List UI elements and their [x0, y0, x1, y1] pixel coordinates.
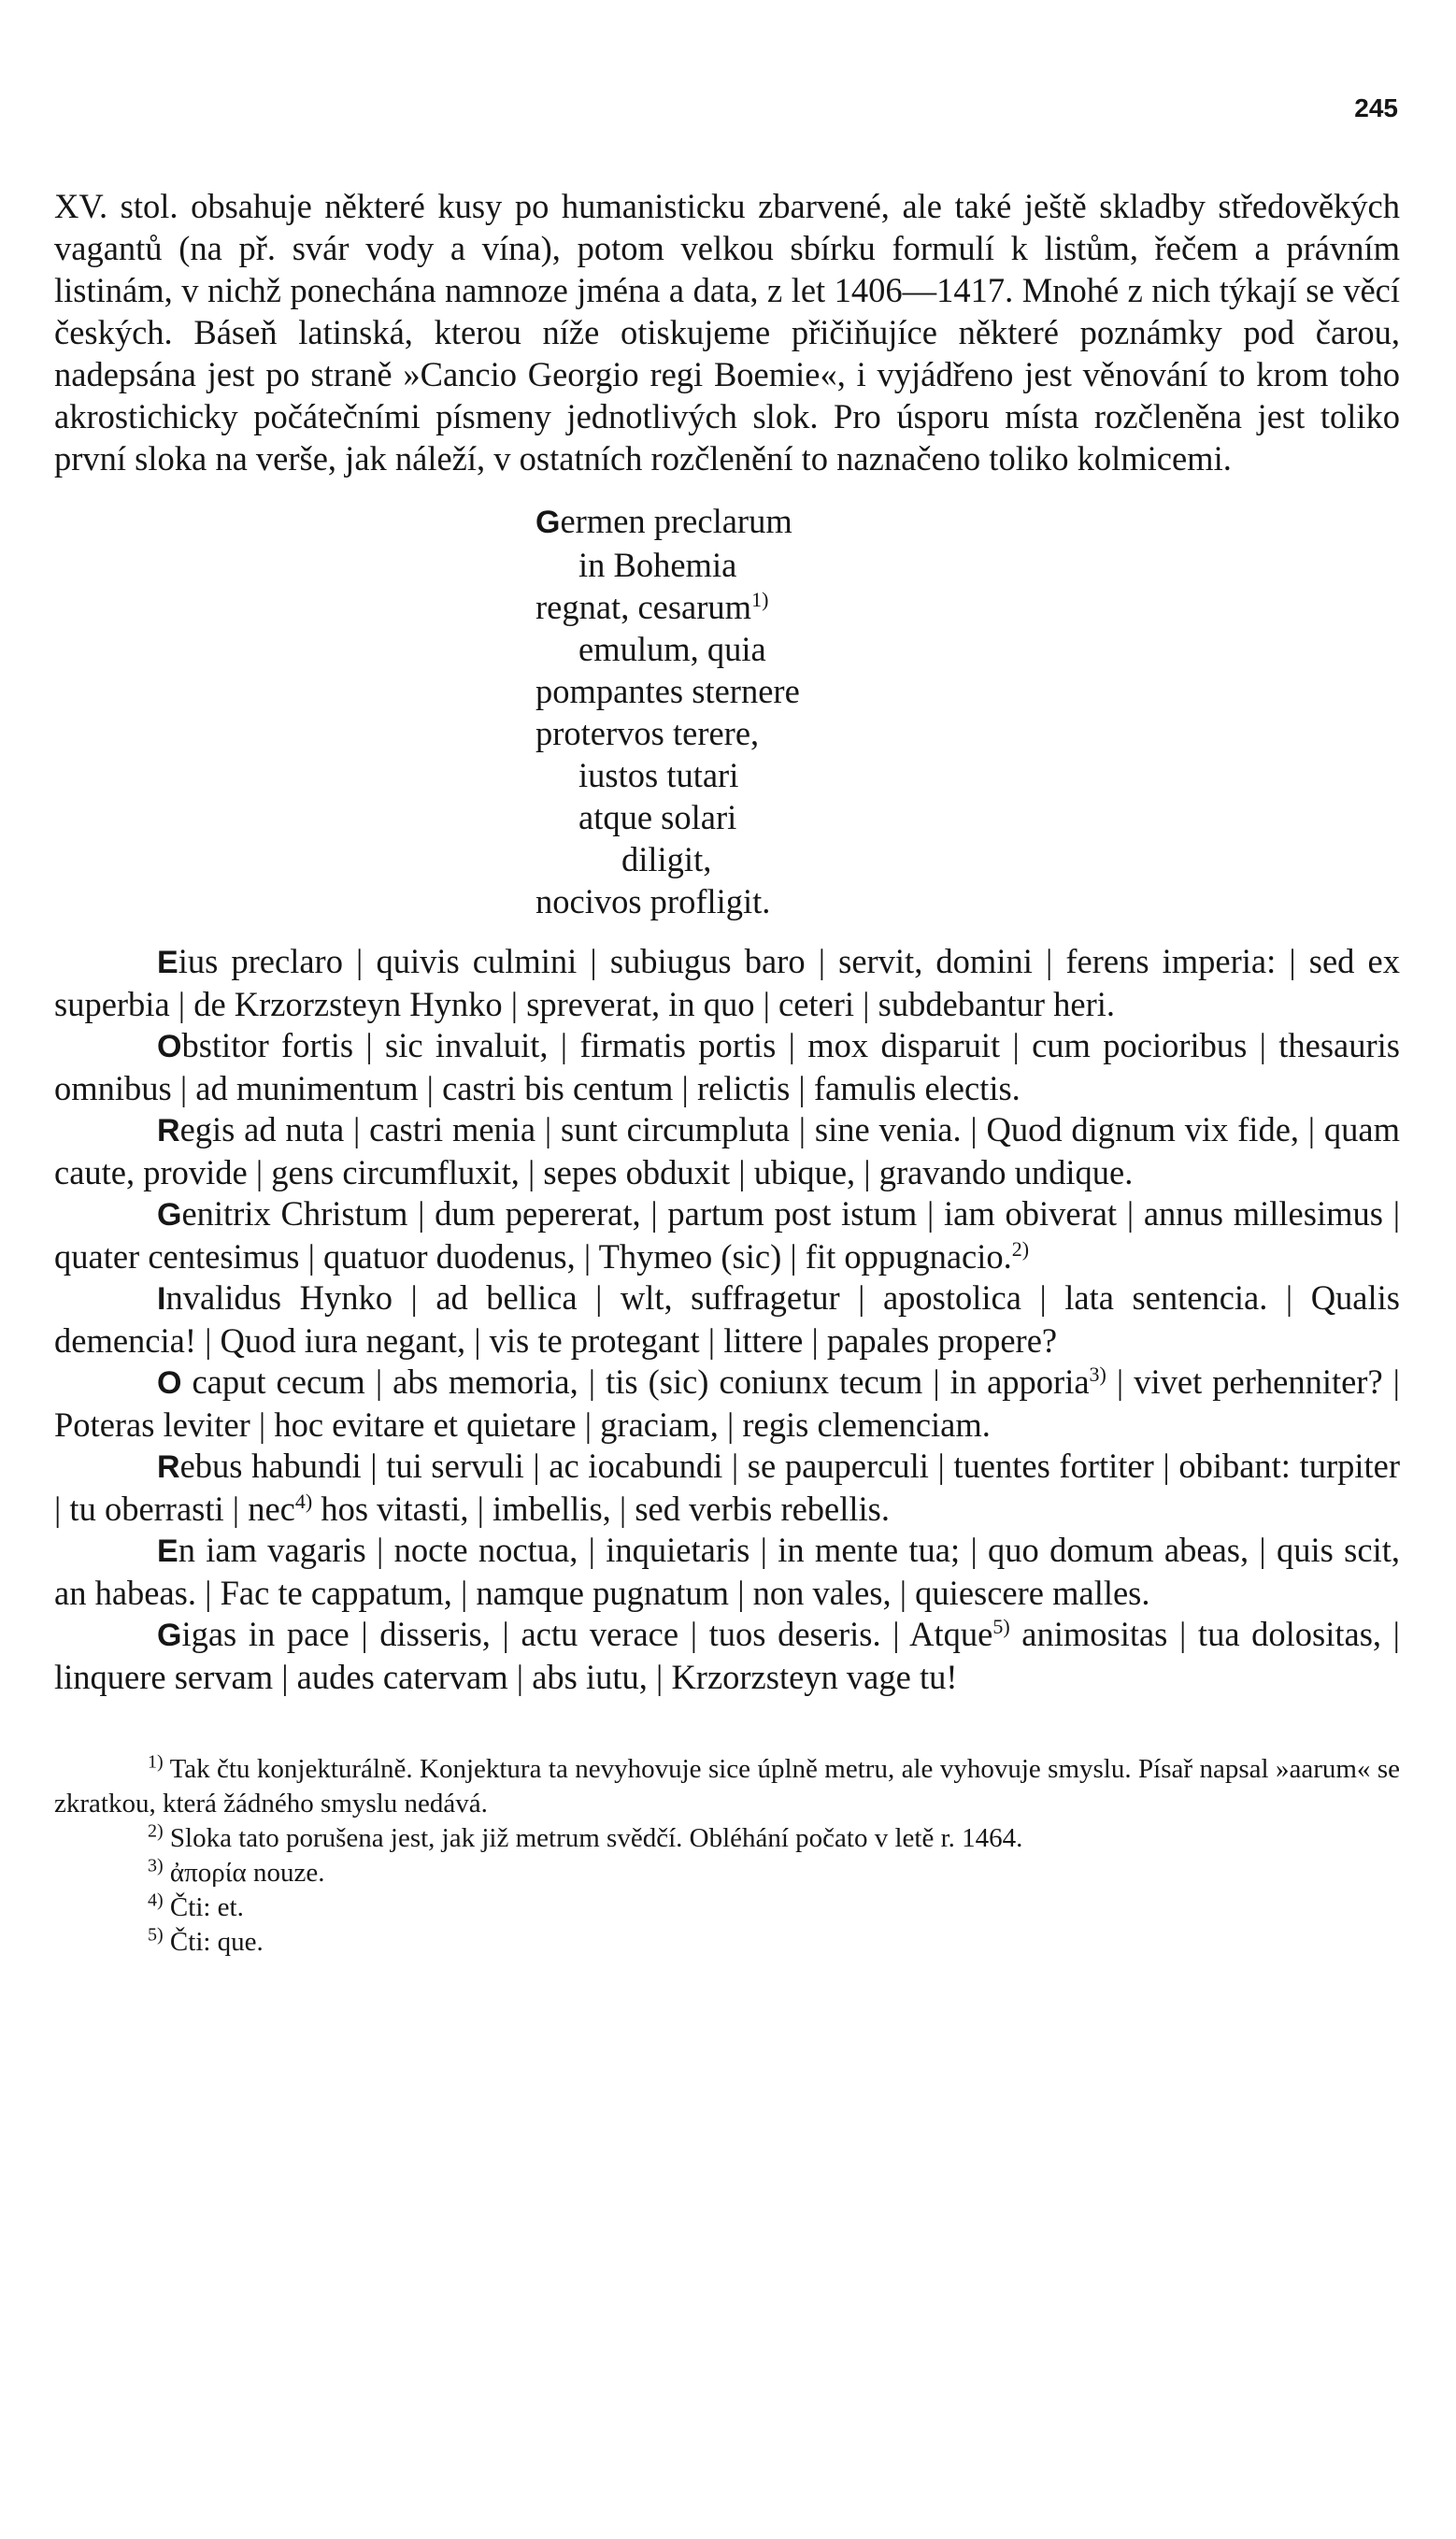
poem-line-text: atque solari — [578, 798, 737, 836]
poem-line-text: emulum, quia — [578, 630, 766, 668]
poem-first-stanza — [535, 500, 1400, 922]
footnote-ref: 4) — [294, 1489, 313, 1513]
footnote — [54, 1890, 1400, 1925]
poem-line — [535, 628, 1400, 670]
footnote-text: Sloka tato porušena jest, jak již metrum svědčí. Obléhání počato v letě r. 1464. — [163, 1823, 1023, 1853]
stanza-text: bstitor fortis | sic invaluit, | firmatis portis | mox disparuit | cum pocioribus | thesauris omnibus | ad munimentum | castri bis centum | relictis | famulis electis. — [54, 1026, 1400, 1107]
footnote-mark: 4) — [148, 1890, 164, 1911]
poem-line — [535, 544, 1400, 586]
stanza-text: egis ad nuta | castri menia | sunt circumpluta | sine venia. | Quod dignum vix fide, | quam caute, provide | gens circumfluxit, | sepes obduxit | ubique, | gravando undique. — [54, 1110, 1400, 1191]
poem-line — [535, 796, 1400, 838]
footnote — [54, 1821, 1400, 1856]
poem-line-text: in Bohemia — [578, 546, 737, 584]
stanza-initial: G — [157, 1197, 182, 1233]
poem-line — [535, 880, 1400, 922]
poem-line — [535, 754, 1400, 796]
footnote-mark: 5) — [148, 1924, 164, 1946]
stanza-text: nvalidus Hynko | ad bellica | wlt, suffragetur | apostolica | lata sentencia. | Qualis demencia! | Quod iura negant, | vis te protegant | littere | papales propere? — [54, 1278, 1400, 1360]
footnotes — [54, 1752, 1400, 1960]
stanza — [54, 1614, 1400, 1698]
stanza-text: n iam vagaris | nocte noctua, | inquietaris | in mente tua; | quo domum abeas, | quis scit, an habeas. | Fac te cappatum, | namque pugnatum | non vales, | quiescere malles. — [54, 1531, 1400, 1612]
stanza — [54, 1530, 1400, 1614]
stanza — [54, 941, 1400, 1025]
stanzas — [54, 941, 1400, 1698]
stanza-text: caput cecum | abs memoria, | tis (sic) coniunx tecum | in apporia — [181, 1362, 1090, 1401]
stanza — [54, 1025, 1400, 1109]
stanza-initial: R — [157, 1449, 180, 1485]
footnote-ref: 1) — [751, 587, 769, 611]
footnote-ref: 3) — [1089, 1362, 1106, 1386]
poem-line — [535, 838, 1400, 880]
stanza-initial: R — [157, 1113, 180, 1148]
stanza-text-tail: hos vitasti, | imbellis, | sed verbis rebellis. — [312, 1489, 890, 1528]
poem-line-text: iustos tutari — [578, 756, 739, 794]
stanza — [54, 1109, 1400, 1193]
page-content — [54, 185, 1400, 1960]
footnote — [54, 1856, 1400, 1890]
stanza-text: ebus habundi | tui servuli | ac iocabundi | se pauperculi | tuentes fortiter | obibant: turpiter | tu oberrasti | nec — [54, 1447, 1400, 1528]
poem-line — [535, 500, 1400, 544]
footnote-mark: 3) — [148, 1855, 164, 1876]
stanza — [54, 1193, 1400, 1277]
poem-line-text: regnat, cesarum — [535, 588, 752, 626]
footnote-text: Čti: que. — [163, 1927, 264, 1957]
stanza-initial: O — [157, 1029, 182, 1064]
stanza — [54, 1446, 1400, 1530]
stanza-initial: G — [157, 1618, 182, 1653]
poem-line-text: pompantes sternere — [535, 672, 800, 710]
stanza — [54, 1362, 1400, 1446]
poem-line — [535, 670, 1400, 712]
page-number: 245 — [1354, 93, 1398, 122]
stanza-text: igas in pace | disseris, | actu verace | tuos deseris. | Atque — [181, 1615, 993, 1653]
footnote-text: Čti: et. — [163, 1892, 244, 1922]
footnote-text: ἀπορία nouze. — [163, 1858, 325, 1888]
poem-line-text: ermen preclarum — [560, 502, 792, 540]
stanza-text: ius preclaro | quivis culmini | subiugus baro | servit, domini | ferens imperia: | sed ex superbia | de Krzorzsteyn Hynko | spreverat, in quo | ceteri | subdebantur heri. — [54, 942, 1400, 1023]
footnote — [54, 1752, 1400, 1821]
stanza-text: enitrix Christum | dum pepererat, | partum post istum | iam obiverat | annus millesimus | quater centesimus | quatuor duodenus, | Thymeo (sic) | fit oppugnacio. — [54, 1194, 1400, 1276]
footnote-mark: 1) — [148, 1751, 164, 1773]
stanza-text-tail: animositas | tua dolositas, | linquere servam | audes catervam | abs iutu, | Krzorzsteyn vage tu! — [54, 1615, 1400, 1696]
stanza-initial: E — [157, 1533, 178, 1569]
footnote — [54, 1925, 1400, 1960]
footnote-ref: 5) — [992, 1614, 1010, 1638]
poem-line-text: diligit, — [621, 840, 712, 878]
stanza-initial: O — [157, 1365, 182, 1401]
stanza-initial: I — [157, 1281, 166, 1317]
stanza-initial: E — [157, 945, 178, 980]
footnote-mark: 2) — [148, 1820, 164, 1842]
footnote-ref: 2) — [1011, 1236, 1030, 1261]
poem-line-text: nocivos profligit. — [535, 882, 771, 920]
poem-line — [535, 712, 1400, 754]
poem-line — [535, 586, 1400, 628]
poem-initial: G — [535, 505, 561, 540]
footnote-text: Tak čtu konjekturálně. Konjektura ta nevyhovuje sice úplně metru, ale vyhovuje smyslu. Písař napsal »aarum« se zkratkou, která žádného smyslu nedává. — [54, 1754, 1400, 1819]
stanza — [54, 1277, 1400, 1362]
poem-line-text: protervos terere, — [535, 714, 760, 752]
stanza-text-tail: | vivet perhenniter? | Poteras leviter | hoc evitare et quietare | graciam, | regis clemenciam. — [54, 1362, 1400, 1444]
intro-paragraph: XV. stol. obsahuje některé kusy po humanisticku zbarvené, ale také ještě skladby středověkých vagantů (na př. svár vody a vína), potom velkou sbírku formulí k listům, řečem a právním listinám, v nichž ponechána namnoze jména a data, z let 1406—1417. Mnohé z nich týkají se věcí českých. Báseň latinská, kterou níže otiskujeme přičiňujíce některé poznámky pod čarou, nadepsána jest po straně »Cancio Georgio regi Boemie«, i vyjádřeno jest věnování to krom toho akrostichicky počátečními písmeny jednotlivých slok. Pro úsporu místa rozčleněna jest toliko první sloka na verše, jak náleží, v ostatních rozčlenění to naznačeno toliko kolmicemi. — [54, 187, 1400, 478]
